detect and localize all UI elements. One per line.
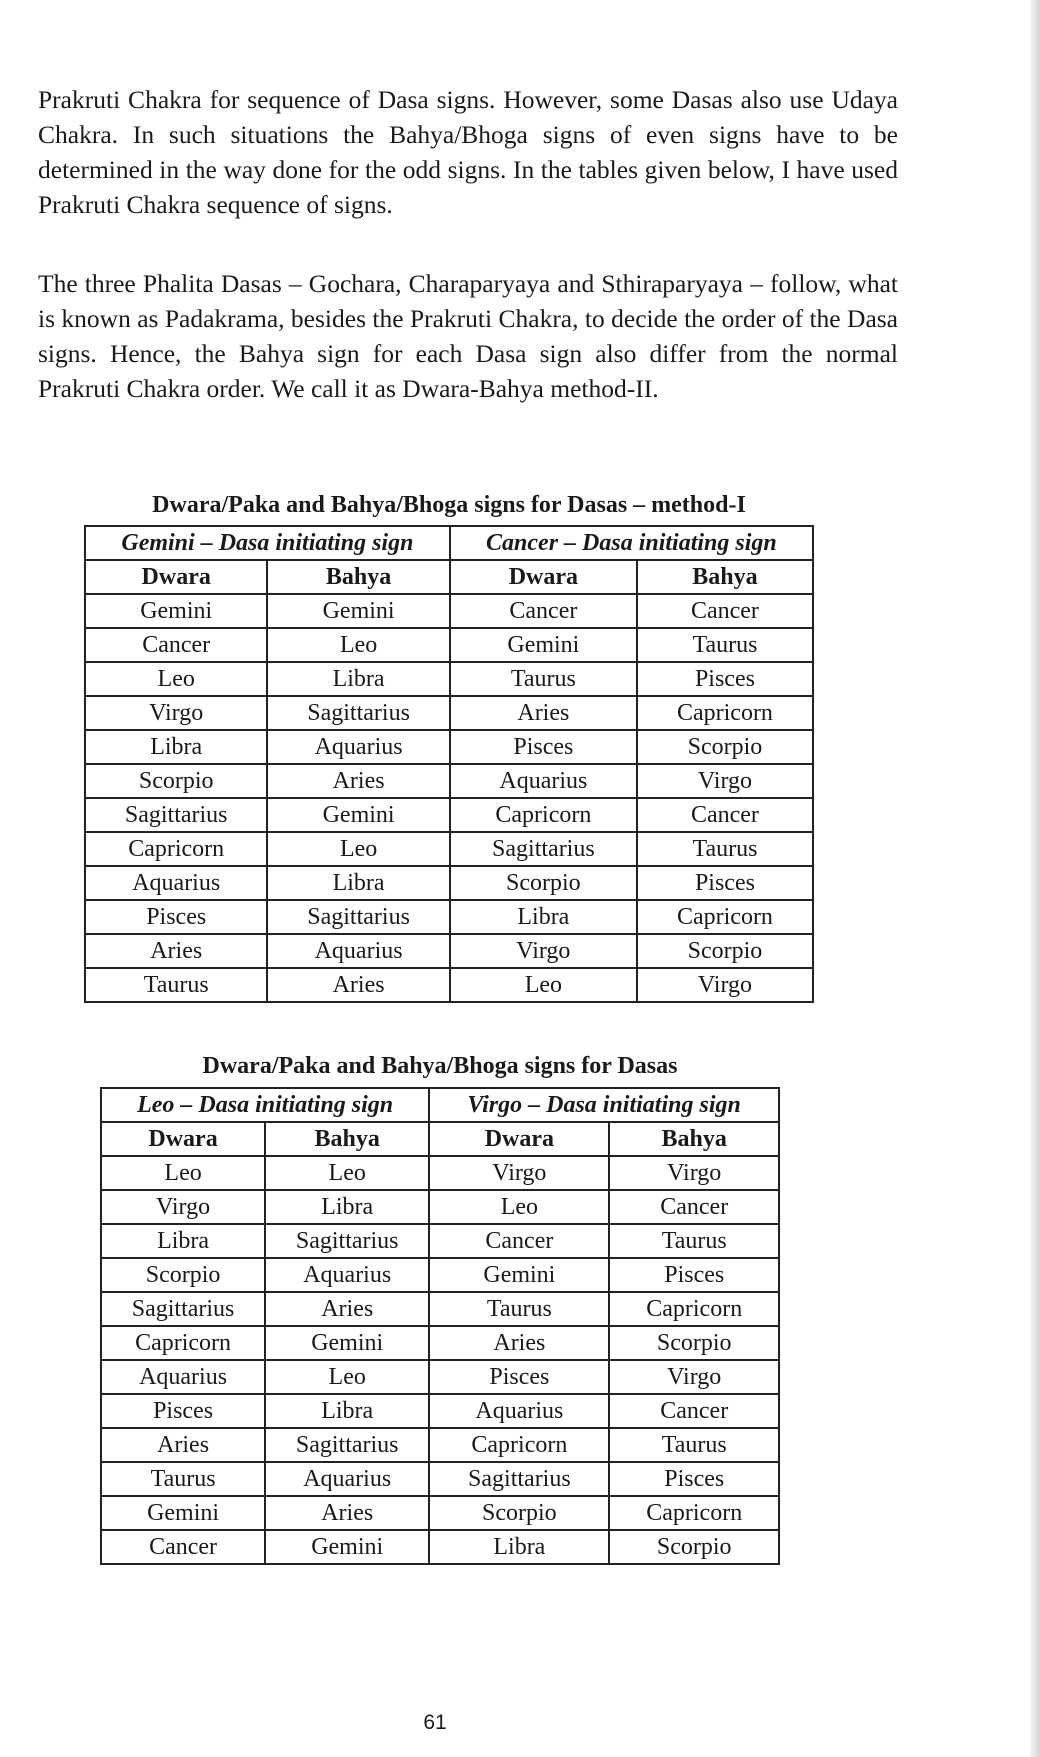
dwara-cell: Sagittarius bbox=[101, 1292, 265, 1326]
table-row bbox=[101, 1394, 779, 1428]
dwara-cell: Sagittarius bbox=[429, 1462, 609, 1496]
dwara-cell: Taurus bbox=[450, 662, 637, 696]
dwara-cell: Cancer bbox=[429, 1224, 609, 1258]
table-row bbox=[101, 1496, 779, 1530]
bahya-cell: Pisces bbox=[637, 866, 813, 900]
bahya-cell: Taurus bbox=[609, 1428, 779, 1462]
dasa-table-method-1 bbox=[84, 525, 814, 1003]
dwara-cell: Virgo bbox=[429, 1156, 609, 1190]
bahya-cell: Leo bbox=[267, 832, 449, 866]
bahya-cell: Cancer bbox=[637, 594, 813, 628]
table1-col-dwara: Dwara bbox=[450, 560, 637, 594]
table2-col-dwara: Dwara bbox=[101, 1122, 265, 1156]
bahya-cell: Sagittarius bbox=[267, 696, 449, 730]
bahya-cell: Aries bbox=[267, 764, 449, 798]
dwara-cell: Libra bbox=[85, 730, 267, 764]
table-row bbox=[101, 1462, 779, 1496]
dwara-cell: Cancer bbox=[85, 628, 267, 662]
table2-group-leo: Leo – Dasa initiating sign bbox=[101, 1088, 429, 1122]
table-row bbox=[101, 1360, 779, 1394]
table-row bbox=[101, 1190, 779, 1224]
table1-group-gemini: Gemini – Dasa initiating sign bbox=[85, 526, 450, 560]
table2-body bbox=[101, 1156, 779, 1564]
dwara-cell: Capricorn bbox=[85, 832, 267, 866]
dwara-cell: Taurus bbox=[85, 968, 267, 1002]
bahya-cell: Leo bbox=[265, 1156, 429, 1190]
table-row bbox=[85, 594, 813, 628]
table2-col-bahya: Bahya bbox=[265, 1122, 429, 1156]
dwara-cell: Capricorn bbox=[450, 798, 637, 832]
table1-col-bahya: Bahya bbox=[267, 560, 449, 594]
table-row bbox=[101, 1224, 779, 1258]
dwara-cell: Aries bbox=[101, 1428, 265, 1462]
dwara-cell: Virgo bbox=[85, 696, 267, 730]
bahya-cell: Aquarius bbox=[267, 730, 449, 764]
dwara-cell: Cancer bbox=[101, 1530, 265, 1564]
dasa-table-leo-virgo bbox=[100, 1087, 780, 1565]
table-row bbox=[85, 628, 813, 662]
bahya-cell: Aries bbox=[267, 968, 449, 1002]
dwara-cell: Aries bbox=[429, 1326, 609, 1360]
table-row bbox=[101, 1258, 779, 1292]
table1-body bbox=[85, 594, 813, 1002]
dwara-cell: Gemini bbox=[450, 628, 637, 662]
dwara-cell: Leo bbox=[429, 1190, 609, 1224]
table1-col-dwara: Dwara bbox=[85, 560, 267, 594]
bahya-cell: Sagittarius bbox=[265, 1428, 429, 1462]
bahya-cell: Aquarius bbox=[267, 934, 449, 968]
dwara-cell: Scorpio bbox=[450, 866, 637, 900]
bahya-cell: Sagittarius bbox=[267, 900, 449, 934]
table2-group-virgo: Virgo – Dasa initiating sign bbox=[429, 1088, 779, 1122]
dwara-cell: Capricorn bbox=[429, 1428, 609, 1462]
dwara-cell: Aquarius bbox=[429, 1394, 609, 1428]
dwara-cell: Aquarius bbox=[85, 866, 267, 900]
bahya-cell: Aries bbox=[265, 1292, 429, 1326]
dwara-cell: Gemini bbox=[429, 1258, 609, 1292]
dwara-cell: Leo bbox=[101, 1156, 265, 1190]
bahya-cell: Scorpio bbox=[609, 1530, 779, 1564]
table1-group-header-row bbox=[85, 526, 813, 560]
table2-title: Dwara/Paka and Bahya/Bhoga signs for Dasas bbox=[202, 1053, 678, 1079]
table-row bbox=[101, 1428, 779, 1462]
dwara-cell: Taurus bbox=[101, 1462, 265, 1496]
dwara-cell: Aquarius bbox=[450, 764, 637, 798]
bahya-cell: Libra bbox=[267, 866, 449, 900]
bahya-cell: Leo bbox=[265, 1360, 429, 1394]
dwara-cell: Libra bbox=[429, 1530, 609, 1564]
table-row bbox=[85, 696, 813, 730]
paragraph-phalita-dasas: The three Phalita Dasas – Gochara, Charaparyaya and Sthiraparyaya – follow, what is known as Padakrama, besides the Prakruti Chakra, to decide the order of the Dasa signs. Hence, the Bahya sign for each Dasa sign also differ from the normal Prakruti Chakra order. We call it as Dwara-Bahya method-II. bbox=[38, 269, 898, 403]
table-row bbox=[101, 1292, 779, 1326]
page-edge-shadow bbox=[1030, 0, 1040, 1757]
bahya-cell: Scorpio bbox=[637, 934, 813, 968]
table-row bbox=[85, 968, 813, 1002]
table1-group-cancer: Cancer – Dasa initiating sign bbox=[450, 526, 813, 560]
dwara-cell: Cancer bbox=[450, 594, 637, 628]
table1-col-bahya: Bahya bbox=[637, 560, 813, 594]
dwara-cell: Libra bbox=[450, 900, 637, 934]
dwara-cell: Leo bbox=[85, 662, 267, 696]
dwara-cell: Gemini bbox=[85, 594, 267, 628]
bahya-cell: Leo bbox=[267, 628, 449, 662]
table2-col-dwara: Dwara bbox=[429, 1122, 609, 1156]
dwara-cell: Pisces bbox=[429, 1360, 609, 1394]
table1-title: Dwara/Paka and Bahya/Bhoga signs for Dasas – method-I bbox=[152, 492, 746, 518]
bahya-cell: Scorpio bbox=[609, 1326, 779, 1360]
table2-column-header-row bbox=[101, 1122, 779, 1156]
bahya-cell: Gemini bbox=[265, 1530, 429, 1564]
bahya-cell: Gemini bbox=[265, 1326, 429, 1360]
dwara-cell: Gemini bbox=[101, 1496, 265, 1530]
dwara-cell: Virgo bbox=[450, 934, 637, 968]
dwara-cell: Scorpio bbox=[101, 1258, 265, 1292]
bahya-cell: Libra bbox=[265, 1394, 429, 1428]
bahya-cell: Capricorn bbox=[609, 1292, 779, 1326]
bahya-cell: Virgo bbox=[609, 1360, 779, 1394]
bahya-cell: Gemini bbox=[267, 594, 449, 628]
bahya-cell: Libra bbox=[267, 662, 449, 696]
table2-col-bahya: Bahya bbox=[609, 1122, 779, 1156]
bahya-cell: Cancer bbox=[609, 1394, 779, 1428]
dwara-cell: Aries bbox=[85, 934, 267, 968]
bahya-cell: Sagittarius bbox=[265, 1224, 429, 1258]
bahya-cell: Capricorn bbox=[609, 1496, 779, 1530]
dwara-cell: Pisces bbox=[101, 1394, 265, 1428]
page-number: 61 bbox=[423, 1711, 447, 1734]
bahya-cell: Capricorn bbox=[637, 696, 813, 730]
table-row bbox=[101, 1326, 779, 1360]
table-row bbox=[85, 900, 813, 934]
table-row bbox=[101, 1530, 779, 1564]
bahya-cell: Virgo bbox=[637, 764, 813, 798]
table1-column-header-row bbox=[85, 560, 813, 594]
bahya-cell: Scorpio bbox=[637, 730, 813, 764]
dwara-cell: Virgo bbox=[101, 1190, 265, 1224]
table-row bbox=[101, 1156, 779, 1190]
bahya-cell: Taurus bbox=[609, 1224, 779, 1258]
table-row bbox=[85, 832, 813, 866]
bahya-cell: Taurus bbox=[637, 628, 813, 662]
bahya-cell: Capricorn bbox=[637, 900, 813, 934]
table-row bbox=[85, 662, 813, 696]
dwara-cell: Sagittarius bbox=[85, 798, 267, 832]
table-row bbox=[85, 730, 813, 764]
table2-group-header-row bbox=[101, 1088, 779, 1122]
table-row bbox=[85, 866, 813, 900]
dwara-cell: Capricorn bbox=[101, 1326, 265, 1360]
bahya-cell: Virgo bbox=[637, 968, 813, 1002]
bahya-cell: Aquarius bbox=[265, 1462, 429, 1496]
dwara-cell: Scorpio bbox=[85, 764, 267, 798]
bahya-cell: Virgo bbox=[609, 1156, 779, 1190]
bahya-cell: Cancer bbox=[609, 1190, 779, 1224]
dwara-cell: Aries bbox=[450, 696, 637, 730]
bahya-cell: Pisces bbox=[609, 1462, 779, 1496]
table-row bbox=[85, 934, 813, 968]
paragraph-prakruti-chakra: Prakruti Chakra for sequence of Dasa signs. However, some Dasas also use Udaya Chakra. In such situations the Bahya/Bhoga signs of even signs have to be determined in the way done for the odd signs. In the tables given below, I have used Prakruti Chakra sequence of signs. bbox=[38, 85, 898, 219]
bahya-cell: Aries bbox=[265, 1496, 429, 1530]
dwara-cell: Aquarius bbox=[101, 1360, 265, 1394]
bahya-cell: Gemini bbox=[267, 798, 449, 832]
bahya-cell: Taurus bbox=[637, 832, 813, 866]
dwara-cell: Libra bbox=[101, 1224, 265, 1258]
bahya-cell: Pisces bbox=[609, 1258, 779, 1292]
table-row bbox=[85, 798, 813, 832]
bahya-cell: Pisces bbox=[637, 662, 813, 696]
bahya-cell: Aquarius bbox=[265, 1258, 429, 1292]
dwara-cell: Scorpio bbox=[429, 1496, 609, 1530]
bahya-cell: Cancer bbox=[637, 798, 813, 832]
table-row bbox=[85, 764, 813, 798]
dwara-cell: Taurus bbox=[429, 1292, 609, 1326]
dwara-cell: Sagittarius bbox=[450, 832, 637, 866]
bahya-cell: Libra bbox=[265, 1190, 429, 1224]
dwara-cell: Pisces bbox=[85, 900, 267, 934]
dwara-cell: Pisces bbox=[450, 730, 637, 764]
dwara-cell: Leo bbox=[450, 968, 637, 1002]
